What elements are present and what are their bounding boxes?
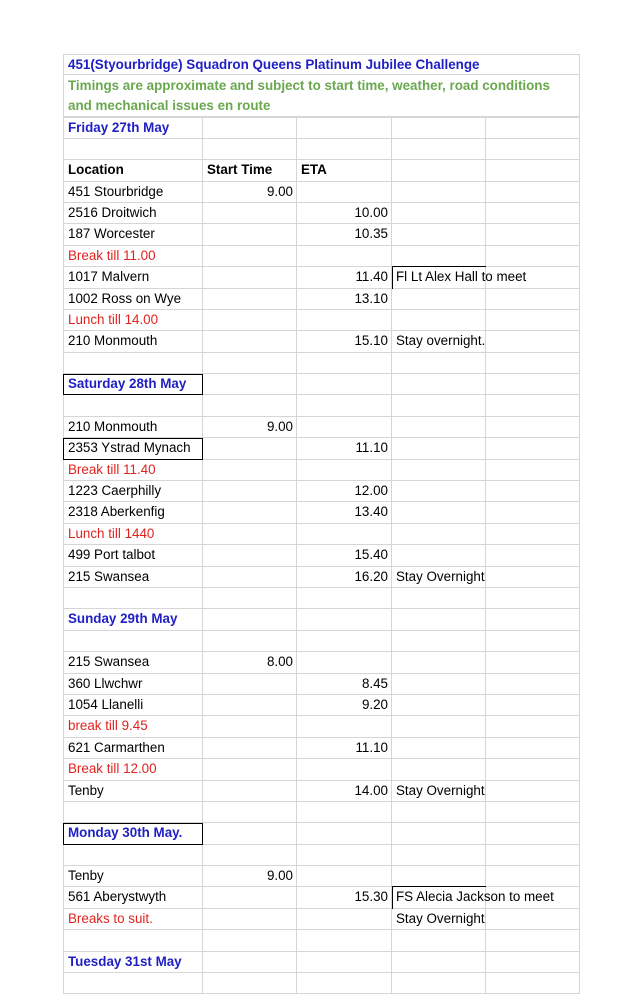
day-label[interactable]: Saturday 28th May: [63, 374, 203, 395]
eta-cell[interactable]: [297, 460, 392, 481]
location-cell[interactable]: Lunch till 1440: [63, 524, 203, 545]
empty-cell[interactable]: [486, 481, 580, 502]
start-time-cell[interactable]: 9.00: [203, 182, 297, 203]
empty-cell[interactable]: [486, 823, 580, 844]
empty-cell[interactable]: [486, 224, 580, 245]
location-cell[interactable]: Lunch till 14.00: [63, 310, 203, 331]
start-time-cell[interactable]: [203, 781, 297, 802]
empty-cell[interactable]: [486, 374, 580, 395]
note-cell[interactable]: Stay Overnight: [392, 567, 486, 588]
note-cell[interactable]: Stay Overnight: [392, 781, 486, 802]
location-cell[interactable]: Tenby: [63, 866, 203, 887]
empty-cell[interactable]: [297, 973, 392, 994]
empty-cell[interactable]: [203, 353, 297, 374]
empty-cell[interactable]: [297, 609, 392, 630]
start-time-cell[interactable]: [203, 331, 297, 352]
note-cell[interactable]: [392, 481, 486, 502]
empty-cell[interactable]: [63, 930, 203, 951]
empty-cell[interactable]: [203, 631, 297, 652]
empty-cell[interactable]: [297, 117, 392, 138]
empty-cell[interactable]: [392, 395, 486, 416]
note-cell[interactable]: [392, 674, 486, 695]
empty-cell[interactable]: [203, 845, 297, 866]
empty-cell[interactable]: [392, 802, 486, 823]
empty-cell[interactable]: [297, 395, 392, 416]
empty-cell[interactable]: [297, 845, 392, 866]
day-label[interactable]: Friday 27th May: [63, 117, 203, 138]
empty-cell[interactable]: [297, 631, 392, 652]
empty-cell[interactable]: [486, 909, 580, 930]
start-time-cell[interactable]: [203, 203, 297, 224]
note-cell[interactable]: [392, 224, 486, 245]
empty-cell[interactable]: [486, 674, 580, 695]
empty-cell[interactable]: [486, 117, 580, 138]
note-cell[interactable]: FS Alecia Jackson to meet: [392, 887, 486, 908]
eta-cell[interactable]: 11.10: [297, 738, 392, 759]
empty-cell[interactable]: [203, 823, 297, 844]
empty-cell[interactable]: [297, 139, 392, 160]
note-cell[interactable]: [392, 866, 486, 887]
empty-cell[interactable]: [486, 160, 580, 181]
empty-cell[interactable]: [63, 973, 203, 994]
empty-cell[interactable]: [63, 395, 203, 416]
empty-cell[interactable]: [297, 353, 392, 374]
location-cell[interactable]: 2353 Ystrad Mynach: [63, 438, 203, 459]
empty-cell[interactable]: [486, 139, 580, 160]
location-cell[interactable]: 2516 Droitwich: [63, 203, 203, 224]
eta-cell[interactable]: 10.00: [297, 203, 392, 224]
eta-cell[interactable]: 15.30: [297, 887, 392, 908]
location-cell[interactable]: 451 Stourbridge: [63, 182, 203, 203]
empty-cell[interactable]: [486, 460, 580, 481]
start-time-cell[interactable]: [203, 289, 297, 310]
start-time-cell[interactable]: [203, 460, 297, 481]
empty-cell[interactable]: [297, 588, 392, 609]
empty-cell[interactable]: [486, 973, 580, 994]
empty-cell[interactable]: [392, 973, 486, 994]
location-cell[interactable]: 1002 Ross on Wye: [63, 289, 203, 310]
empty-cell[interactable]: [63, 139, 203, 160]
note-cell[interactable]: [392, 759, 486, 780]
empty-cell[interactable]: [486, 802, 580, 823]
location-cell[interactable]: 561 Aberystwyth: [63, 887, 203, 908]
empty-cell[interactable]: [392, 160, 486, 181]
empty-cell[interactable]: [297, 930, 392, 951]
note-cell[interactable]: Stay Overnight: [392, 909, 486, 930]
note-cell[interactable]: [392, 203, 486, 224]
note-cell[interactable]: [392, 246, 486, 267]
note-cell[interactable]: Fl Lt Alex Hall to meet: [392, 267, 486, 288]
note-cell[interactable]: [392, 545, 486, 566]
empty-cell[interactable]: [297, 823, 392, 844]
location-cell[interactable]: 187 Worcester: [63, 224, 203, 245]
note-cell[interactable]: [392, 310, 486, 331]
start-time-cell[interactable]: [203, 738, 297, 759]
start-time-cell[interactable]: [203, 759, 297, 780]
empty-cell[interactable]: [486, 845, 580, 866]
empty-cell[interactable]: [392, 139, 486, 160]
empty-cell[interactable]: [297, 374, 392, 395]
empty-cell[interactable]: [486, 310, 580, 331]
empty-cell[interactable]: [63, 802, 203, 823]
empty-cell[interactable]: [392, 845, 486, 866]
location-cell[interactable]: Break till 11.00: [63, 246, 203, 267]
day-label[interactable]: Tuesday 31st May: [63, 952, 203, 973]
eta-cell[interactable]: [297, 417, 392, 438]
empty-cell[interactable]: [486, 716, 580, 737]
eta-cell[interactable]: [297, 652, 392, 673]
note-cell[interactable]: [392, 182, 486, 203]
eta-cell[interactable]: [297, 310, 392, 331]
empty-cell[interactable]: [486, 930, 580, 951]
eta-cell[interactable]: [297, 524, 392, 545]
empty-cell[interactable]: [486, 331, 580, 352]
eta-cell[interactable]: [297, 182, 392, 203]
empty-cell[interactable]: [486, 545, 580, 566]
empty-cell[interactable]: [392, 609, 486, 630]
note-cell[interactable]: [392, 652, 486, 673]
eta-cell[interactable]: 15.10: [297, 331, 392, 352]
empty-cell[interactable]: [486, 417, 580, 438]
empty-cell[interactable]: [486, 652, 580, 673]
eta-cell[interactable]: 9.20: [297, 695, 392, 716]
start-time-cell[interactable]: [203, 545, 297, 566]
empty-cell[interactable]: [63, 631, 203, 652]
location-cell[interactable]: 1054 Llanelli: [63, 695, 203, 716]
empty-cell[interactable]: [203, 139, 297, 160]
start-time-cell[interactable]: [203, 224, 297, 245]
empty-cell[interactable]: [486, 567, 580, 588]
start-time-cell[interactable]: 9.00: [203, 417, 297, 438]
empty-cell[interactable]: [486, 866, 580, 887]
start-time-cell[interactable]: [203, 909, 297, 930]
timing-note[interactable]: Timings are approximate and subject to start time, weather, road conditions and mechanical issues en route: [63, 75, 580, 117]
empty-cell[interactable]: [392, 952, 486, 973]
eta-cell[interactable]: 8.45: [297, 674, 392, 695]
empty-cell[interactable]: [486, 203, 580, 224]
location-cell[interactable]: 2318 Aberkenfig: [63, 502, 203, 523]
day-label[interactable]: Sunday 29th May: [63, 609, 203, 630]
start-time-cell[interactable]: [203, 481, 297, 502]
empty-cell[interactable]: [392, 588, 486, 609]
location-cell[interactable]: break till 9.45: [63, 716, 203, 737]
note-cell[interactable]: [392, 438, 486, 459]
empty-cell[interactable]: [392, 823, 486, 844]
start-time-cell[interactable]: [203, 674, 297, 695]
empty-cell[interactable]: [297, 952, 392, 973]
empty-cell[interactable]: [392, 117, 486, 138]
empty-cell[interactable]: [203, 588, 297, 609]
empty-cell[interactable]: [486, 502, 580, 523]
start-time-cell[interactable]: [203, 438, 297, 459]
eta-cell[interactable]: 13.10: [297, 289, 392, 310]
location-cell[interactable]: 215 Swansea: [63, 567, 203, 588]
empty-cell[interactable]: [486, 695, 580, 716]
empty-cell[interactable]: [203, 973, 297, 994]
empty-cell[interactable]: [203, 952, 297, 973]
eta-cell[interactable]: [297, 246, 392, 267]
location-cell[interactable]: 499 Port talbot: [63, 545, 203, 566]
empty-cell[interactable]: [486, 738, 580, 759]
note-cell[interactable]: [392, 502, 486, 523]
day-label[interactable]: Monday 30th May.: [63, 823, 203, 844]
start-time-cell[interactable]: [203, 246, 297, 267]
eta-cell[interactable]: [297, 716, 392, 737]
start-time-cell[interactable]: [203, 502, 297, 523]
empty-cell[interactable]: [486, 588, 580, 609]
empty-cell[interactable]: [203, 609, 297, 630]
eta-cell[interactable]: 12.00: [297, 481, 392, 502]
location-cell[interactable]: Break till 11.40: [63, 460, 203, 481]
eta-cell[interactable]: [297, 866, 392, 887]
location-cell[interactable]: Breaks to suit.: [63, 909, 203, 930]
location-cell[interactable]: 210 Monmouth: [63, 417, 203, 438]
empty-cell[interactable]: [203, 117, 297, 138]
start-time-cell[interactable]: [203, 310, 297, 331]
eta-cell[interactable]: 11.10: [297, 438, 392, 459]
empty-cell[interactable]: [486, 267, 580, 288]
eta-cell[interactable]: 14.00: [297, 781, 392, 802]
location-cell[interactable]: 1223 Caerphilly: [63, 481, 203, 502]
eta-cell[interactable]: [297, 909, 392, 930]
empty-cell[interactable]: [203, 802, 297, 823]
start-time-cell[interactable]: 9.00: [203, 866, 297, 887]
header-start-time[interactable]: Start Time: [203, 160, 297, 181]
header-location[interactable]: Location: [63, 160, 203, 181]
empty-cell[interactable]: [486, 759, 580, 780]
location-cell[interactable]: 210 Monmouth: [63, 331, 203, 352]
note-cell[interactable]: [392, 695, 486, 716]
empty-cell[interactable]: [486, 887, 580, 908]
empty-cell[interactable]: [392, 353, 486, 374]
empty-cell[interactable]: [203, 395, 297, 416]
empty-cell[interactable]: [486, 182, 580, 203]
empty-cell[interactable]: [486, 781, 580, 802]
location-cell[interactable]: 621 Carmarthen: [63, 738, 203, 759]
location-cell[interactable]: 360 Llwchwr: [63, 674, 203, 695]
location-cell[interactable]: Break till 12.00: [63, 759, 203, 780]
start-time-cell[interactable]: [203, 567, 297, 588]
start-time-cell[interactable]: [203, 716, 297, 737]
note-cell[interactable]: [392, 289, 486, 310]
sheet-title[interactable]: 451(Styourbridge) Squadron Queens Platinum Jubilee Challenge: [63, 54, 580, 75]
empty-cell[interactable]: [486, 631, 580, 652]
location-cell[interactable]: 215 Swansea: [63, 652, 203, 673]
empty-cell[interactable]: [63, 845, 203, 866]
eta-cell[interactable]: 13.40: [297, 502, 392, 523]
note-cell[interactable]: [392, 417, 486, 438]
eta-cell[interactable]: 10.35: [297, 224, 392, 245]
start-time-cell[interactable]: [203, 524, 297, 545]
empty-cell[interactable]: [486, 246, 580, 267]
empty-cell[interactable]: [486, 289, 580, 310]
empty-cell[interactable]: [486, 952, 580, 973]
empty-cell[interactable]: [63, 353, 203, 374]
location-cell[interactable]: 1017 Malvern: [63, 267, 203, 288]
start-time-cell[interactable]: 8.00: [203, 652, 297, 673]
empty-cell[interactable]: [203, 930, 297, 951]
note-cell[interactable]: [392, 460, 486, 481]
start-time-cell[interactable]: [203, 695, 297, 716]
location-cell[interactable]: Tenby: [63, 781, 203, 802]
note-cell[interactable]: Stay overnight.: [392, 331, 486, 352]
empty-cell[interactable]: [486, 353, 580, 374]
empty-cell[interactable]: [392, 631, 486, 652]
eta-cell[interactable]: [297, 759, 392, 780]
empty-cell[interactable]: [486, 438, 580, 459]
note-cell[interactable]: [392, 738, 486, 759]
empty-cell[interactable]: [392, 374, 486, 395]
empty-cell[interactable]: [63, 588, 203, 609]
empty-cell[interactable]: [392, 930, 486, 951]
note-cell[interactable]: [392, 716, 486, 737]
header-eta[interactable]: ETA: [297, 160, 392, 181]
eta-cell[interactable]: 15.40: [297, 545, 392, 566]
empty-cell[interactable]: [486, 524, 580, 545]
empty-cell[interactable]: [297, 802, 392, 823]
eta-cell[interactable]: 11.40: [297, 267, 392, 288]
start-time-cell[interactable]: [203, 887, 297, 908]
start-time-cell[interactable]: [203, 267, 297, 288]
note-cell[interactable]: [392, 524, 486, 545]
empty-cell[interactable]: [486, 395, 580, 416]
empty-cell[interactable]: [203, 374, 297, 395]
eta-cell[interactable]: 16.20: [297, 567, 392, 588]
empty-cell[interactable]: [486, 609, 580, 630]
